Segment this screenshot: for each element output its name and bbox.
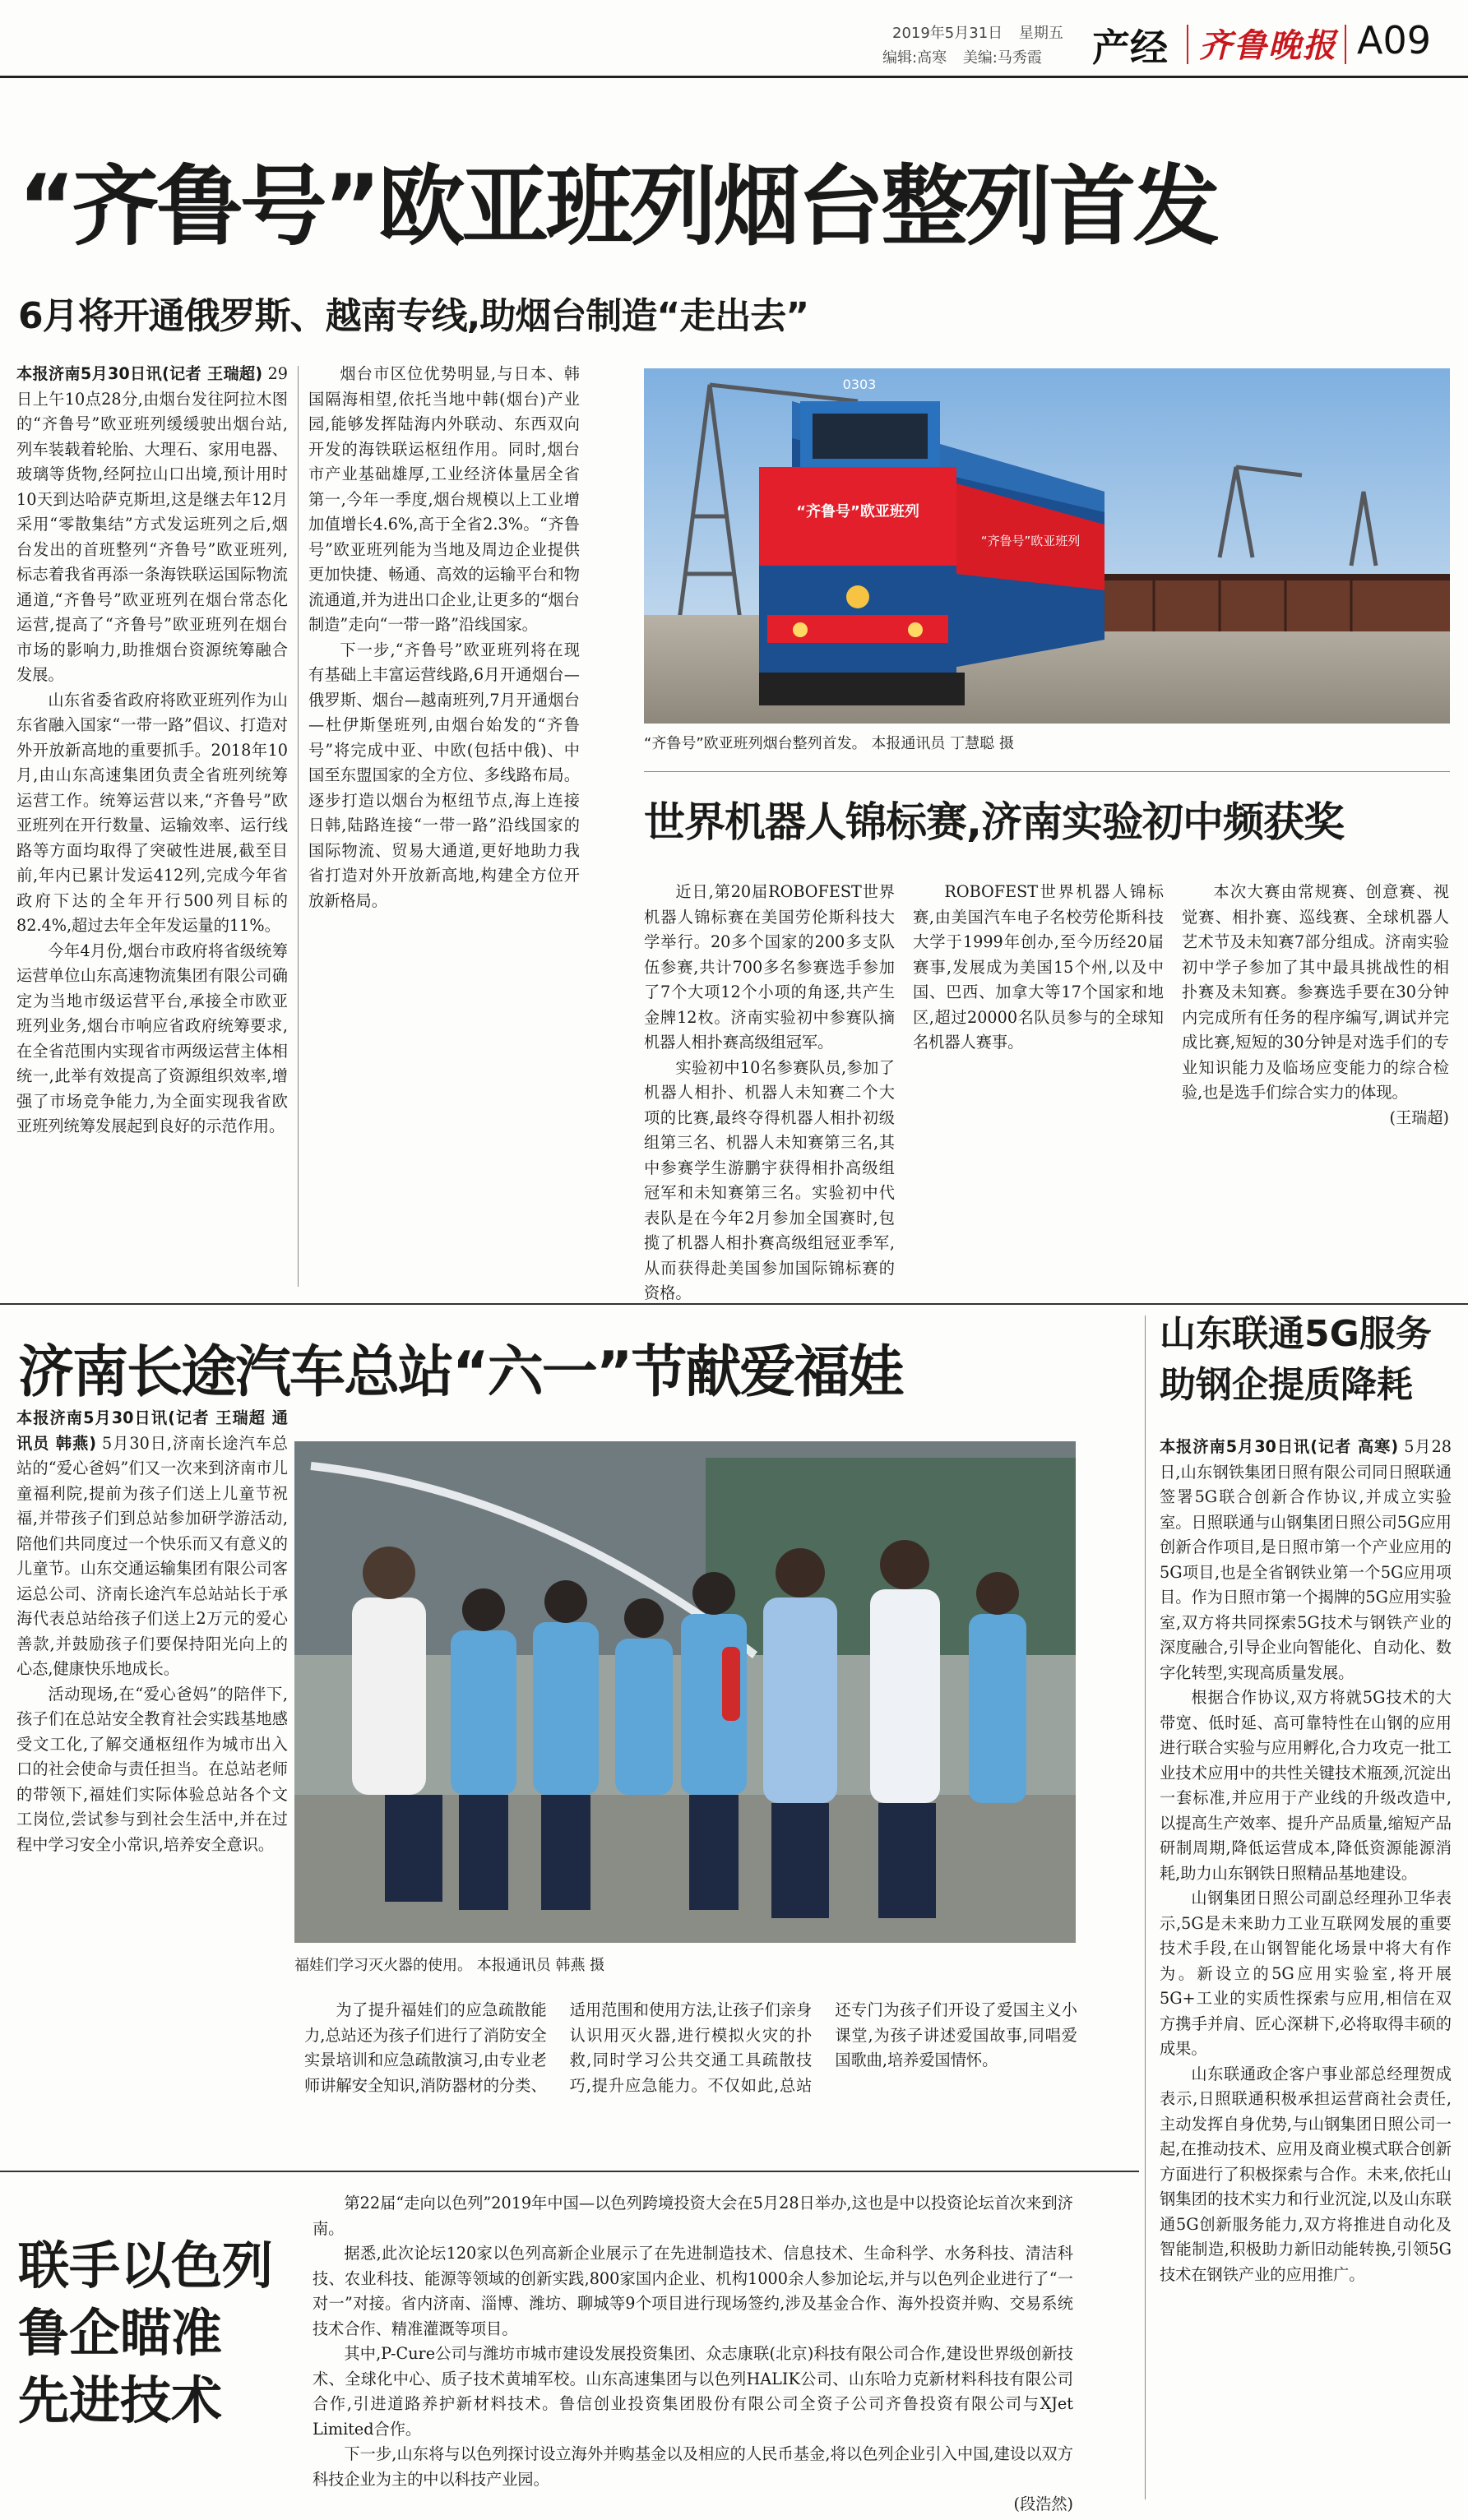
article4-paragraph-4: 山东联通政企客户事业部总经理贺成表示,日照联通积极承担运营商社会责任,主动发挥自身优势,与山钢集团日照公司一起,在推动技术、应用及商业模式联合创新方面进行了积极探索与合作。未来,依托山钢集团的技术实力和行业沉淀,以及山东联通5G创新服务能力,双方将推进自动化及智能制造,积极助力新旧动能转换,引领5G技术在钢铁产业的应用推广。 [1160, 2064, 1452, 2284]
date-text: 2019年5月31日 [892, 25, 1003, 42]
article1-column-2 [308, 362, 580, 1291]
article3-paragraph-1: 5月30日,济南长途汽车总站的“爱心爸妈”们又一次来到济南市儿童福利院,提前为孩子们送上儿童节祝福,并带孩子们到总站参加研学游活动,陪他们共同度过一个快乐而又有意义的儿童节。山东交通运输集团有限公司客运总公司、济南长途汽车总站站长于承海代表总站给孩子们送上2万元的爱心善款,并鼓励孩子们要保持阳光向上的心态,健康快乐地成长。 [16, 1433, 288, 1678]
page-number: A09 [1357, 18, 1432, 62]
article5-paragraph-2: 据悉,此次论坛120家以色列高新企业展示了在先进制造技术、信息技术、生命科学、水务科技、清洁科技、农业科技、能源等领域的创新实践,800家国内企业、机构1000余人参加论坛,并与以色列企业进行了“一对一”对接。省内济南、淄博、潍坊、聊城等9个项目进行现场签约,涉及基金合作、海外投资并购、交易系统技术合作、精准灌溉等项目。 [313, 2244, 1073, 2338]
article5-paragraph-1: 第22届“走向以色列”2019年中国—以色列跨境投资大会在5月28日举办,这也是中以投资论坛首次来到济南。 [313, 2194, 1073, 2238]
article1-paragraph-2: 山东省委省政府将欧亚班列作为山东省融入国家“一带一路”倡议、打造对外开放新高地的重要抓手。2018年10月,由山东高速集团负责全省班列统筹运营工作。统筹运营以来,“齐鲁号”欧亚班列在开行数量、运输效率、运行线路等方面均取得了突破性进展,截至目前,年内已累计发运412列,完成今年省政府下达的全年开行500列目标的82.4%,超过去年全年发运量的11%。 [16, 690, 288, 935]
issue-date [892, 21, 1063, 43]
editor-credit: 编辑:高寒 [882, 49, 947, 67]
fire-drill-photo [294, 1441, 1076, 1943]
article5-paragraph-3: 其中,P-Cure公司与潍坊市城市建设发展投资集团、众志康联(北京)科技有限公司合作,建设世界级创新技术、全球化中心、质子技术黄埔军校。山东高速集团与以色列HALIK公司、山东哈力克新材料科技有限公司合作,引进道路养护新材料技术。鲁信创业投资集团股份有限公司全资子公司齐鲁投资有限公司与XJet Limited合作。 [313, 2344, 1073, 2439]
article4-column [1160, 1435, 1452, 2495]
article2-paragraph-4: 本次大赛由常规赛、创意赛、视觉赛、相扑赛、巡线赛、全球机器人艺术节及未知赛7部分组成。济南实验初中学子参加了其中最具挑战性的相扑赛及未知赛。参赛选手要在30分钟内完成所有任务的程序编写,调试并完成比赛,短短的30分钟是对选手们的专业知识能力及临场应变能力的综合检验,也是选手们综合实力的体现。 [1182, 882, 1449, 1102]
train-number: 0303 [842, 377, 877, 392]
article3-column-1 [16, 1406, 288, 2113]
fire-extinguisher-icon [722, 1647, 740, 1721]
article1-paragraph-5: 下一步,“齐鲁号”欧亚班列将在现有基础上丰富运营线路,6月开通烟台—俄罗斯、烟台—越南班列,7月开通烟台—杜伊斯堡班列,由烟台始发的“齐鲁号”将完成中亚、中欧(包括中俄)、中国至东盟国家的全方位、多线路布局。逐步打造以烟台为枢纽节点,海上连接日韩,陆路连接“一带一路”沿线国家的国际物流、贸易大通道,更好地助力我省打造对外开放新高地,构建全方位开放新格局。 [308, 640, 580, 910]
article2-column-1 [644, 880, 895, 1302]
article1-paragraph-4: 烟台市区位优势明显,与日本、韩国隔海相望,依托当地中韩(烟台)产业园,能够发挥陆海内外联动、东西双向开发的海铁联运枢纽作用。同时,烟台市产业基础雄厚,工业经济体量居全省第一,今年一季度,烟台规模以上工业增加值增长4.6%,高于全省2.3%。“齐鲁号”欧亚班列能为当地及周边企业提供更加快捷、畅通、高效的运输平台和物流通道,并为进出口企业,让更多的“烟台制造”走向“一带一路”沿线国家。 [308, 364, 580, 634]
article2-paragraph-1: 近日,第20届ROBOFEST世界机器人锦标赛在美国劳伦斯科技大学举行。20多个国家的200多支队伍参赛,共计700多名参赛选手参加了7个大项12个小项的角逐,共产生金牌12枚。济南实验初中参赛队摘机器人相扑赛高级组冠军。 [644, 882, 895, 1052]
section-name: 产经 [1092, 25, 1168, 70]
fire-drill-image [294, 1441, 1076, 1943]
article2-top-rule [644, 771, 1450, 772]
article5-paragraph-4: 下一步,山东将与以色列探讨设立海外并购基金以及相应的人民币基金,将以色列企业引入中国,建设以双方科技企业为主的中以科技产业园。 [313, 2444, 1073, 2489]
credits [882, 46, 1042, 67]
article2-headline: 世界机器人锦标赛,济南实验初中频获奖 [644, 798, 1344, 846]
article2-byline: (王瑞超) [1389, 1107, 1449, 1127]
weekday-text: 星期五 [1018, 25, 1063, 42]
masthead-rule [0, 76, 1468, 78]
train-side-banner: “齐鲁号”欧亚班列 [980, 534, 1081, 548]
article4-divider [1145, 1315, 1146, 2499]
article4-headline-line-2: 助钢企提质降耗 [1160, 1364, 1413, 1406]
article3-lead: 本报济南5月30日讯(记者 王瑞超 通讯员 韩燕) [16, 1408, 288, 1453]
article4-lead: 本报济南5月30日讯(记者 高寒) [1160, 1437, 1399, 1456]
article5-headline [18, 2232, 273, 2434]
article4-headline [1160, 1309, 1432, 1411]
section-divider-2 [0, 2171, 1139, 2172]
designer-credit: 美编:马秀霞 [962, 49, 1042, 67]
masthead-divider [1187, 25, 1188, 64]
article5-column [313, 2191, 1073, 2513]
masthead-divider-2 [1345, 25, 1346, 64]
article2-column-2 [913, 880, 1164, 1291]
article3-paragraph-3: 为了提升福娃们的应急疏散能力,总站还为孩子们进行了消防安全实景培训和应急疏散演习,由专业老师讲解安全知识,消防器材的分类、适用范围和使用方法,让孩子们亲身认识用灭火器,进行模拟火灾的扑救,同时学习公共交通工具疏散技巧,提升应急能力。不仅如此,总站还专门为孩子们开设了爱国主义小课堂,为孩子讲述爱国故事,同唱爱国歌曲,培养爱国情怀。 [304, 2000, 1077, 2095]
article1-lead: 本报济南5月30日讯(记者 王瑞超) [16, 364, 263, 383]
fire-drill-caption: 福娃们学习灭火器的使用。 本报通讯员 韩燕 摄 [294, 1957, 605, 1974]
article1-column-divider [298, 366, 299, 1287]
article4-headline-line-1: 山东联通5G服务 [1160, 1313, 1432, 1355]
article5-headline-line-3: 先进技术 [18, 2370, 223, 2430]
train-photo-image [644, 368, 1450, 724]
article4-paragraph-3: 山钢集团日照公司副总经理孙卫华表示,5G是未来助力工业互联网发展的重要技术手段,在山钢智能化场景中将大有作为。新设立的5G应用实验室,将开展5G+工业的实质性探索与应用,相信在双方携手并肩、匠心深耕下,必将取得丰硕的成果。 [1160, 1889, 1452, 2058]
article4-paragraph-1: 5月28日,山东钢铁集团日照有限公司同日照联通签署5G联合创新合作协议,并成立实验室。日照联通与山钢集团日照公司5G应用创新合作项目,是日照市第一个产业应用的5G项目,也是全省钢铁业第一个5G应用项目。作为日照市第一个揭牌的5G应用实验室,双方将共同探索5G技术与钢铁产业的深度融合,引导企业向智能化、自动化、数字化转型,实现高质量发展。 [1160, 1437, 1452, 1682]
article2-paragraph-2: 实验初中10名参赛队员,参加了机器人相扑、机器人未知赛二个大项的比赛,最终夺得机器人相扑初级组第三名、机器人未知赛第三名,其中参赛学生游鹏宇获得相扑高级组冠军和未知赛第三名。实验初中代表队是在今年2月参加全国赛时,包揽了机器人相扑赛高级组冠亚季军,从而获得赴美国参加国际锦标赛的资格。 [644, 1057, 895, 1302]
masthead [0, 0, 1468, 74]
article1-subhead: 6月将开通俄罗斯、越南专线,助烟台制造“走出去” [18, 295, 809, 337]
article3-continued [304, 1998, 1077, 2162]
article4-paragraph-2: 根据合作协议,双方将就5G技术的大带宽、低时延、高可靠特性在山钢的应用进行联合实验与应用孵化,合力攻克一批工业技术应用中的共性关键技术瓶颈,沉淀出一套标准,并应用于产业线的升级改造中,以提高生产效率、提升产品质量,缩短产品研制周期,降低运营成本,降低资源能源消耗,助力山东钢铁日照精品基地建设。 [1160, 1688, 1452, 1883]
paper-logo: 齐鲁晚报 [1199, 26, 1337, 65]
train-photo-caption: “齐鲁号”欧亚班列烟台整列首发。 本报通讯员 丁慧聪 摄 [644, 735, 1014, 752]
article3-headline: 济南长途汽车总站“六一”节献爱福娃 [18, 1340, 903, 1405]
train-sign: “齐鲁号”欧亚班列 [796, 503, 919, 520]
article1-headline: “齐鲁号”欧亚班列烟台整列首发 [18, 156, 1217, 257]
article2-paragraph-3: ROBOFEST世界机器人锦标赛,由美国汽车电子名校劳伦斯科技大学于1999年创办,至今历经20届赛事,发展成为美国15个州,以及中国、巴西、加拿大等17个国家和地区,超过20000名队员参与的全球知名机器人赛事。 [913, 882, 1164, 1052]
freight-wagons [1104, 574, 1450, 631]
article1-column-1 [16, 362, 288, 1291]
article1-paragraph-1: 29日上午10点28分,由烟台发往阿拉木图的“齐鲁号”欧亚班列缓缓驶出烟台站,列车装载着轮胎、大理石、家用电器、玻璃等货物,经阿拉山口出境,预计用时10天到达哈萨克斯坦,这是继去年12月采用“零散集结”方式发运班列之后,烟台发出的首班整列“齐鲁号”欧亚班列,标志着我省再添一条海铁联运国际物流通道,“齐鲁号”欧亚班列在烟台常态化运营,提高了“齐鲁号”欧亚班列在烟台市场的影响力,助推烟台资源统筹融合发展。 [16, 364, 288, 684]
article5-byline: (段浩然) [1013, 2495, 1073, 2513]
train-photo [644, 368, 1450, 724]
article5-headline-line-1: 联手以色列 [18, 2236, 274, 2296]
article3-paragraph-2: 活动现场,在“爱心爸妈”的陪伴下,孩子们在总站安全教育社会实践基地感受文工化,了解交通枢纽作为城市出入口的社会使命与责任担当。在总站老师的带领下,福娃们实际体验总站各个文工岗位,尝试参与到社会生活中,并在过程中学习安全小常识,培养安全意识。 [16, 1684, 288, 1854]
article5-headline-line-2: 鲁企瞄准 [18, 2303, 223, 2363]
section-divider-1 [0, 1303, 1468, 1305]
article2-column-3 [1182, 880, 1449, 1291]
article1-paragraph-3: 今年4月份,烟台市政府将省级统筹运营单位山东高速物流集团有限公司确定为当地市级运营平台,承接全市欧亚班列业务,烟台市响应省政府统筹要求,在全省范围内实现省市两级运营主体相统一,此举有效提高了资源组织效率,增强了市场竞争能力,为全面实现我省欧亚班列统筹发展起到良好的示范作用。 [16, 941, 288, 1135]
